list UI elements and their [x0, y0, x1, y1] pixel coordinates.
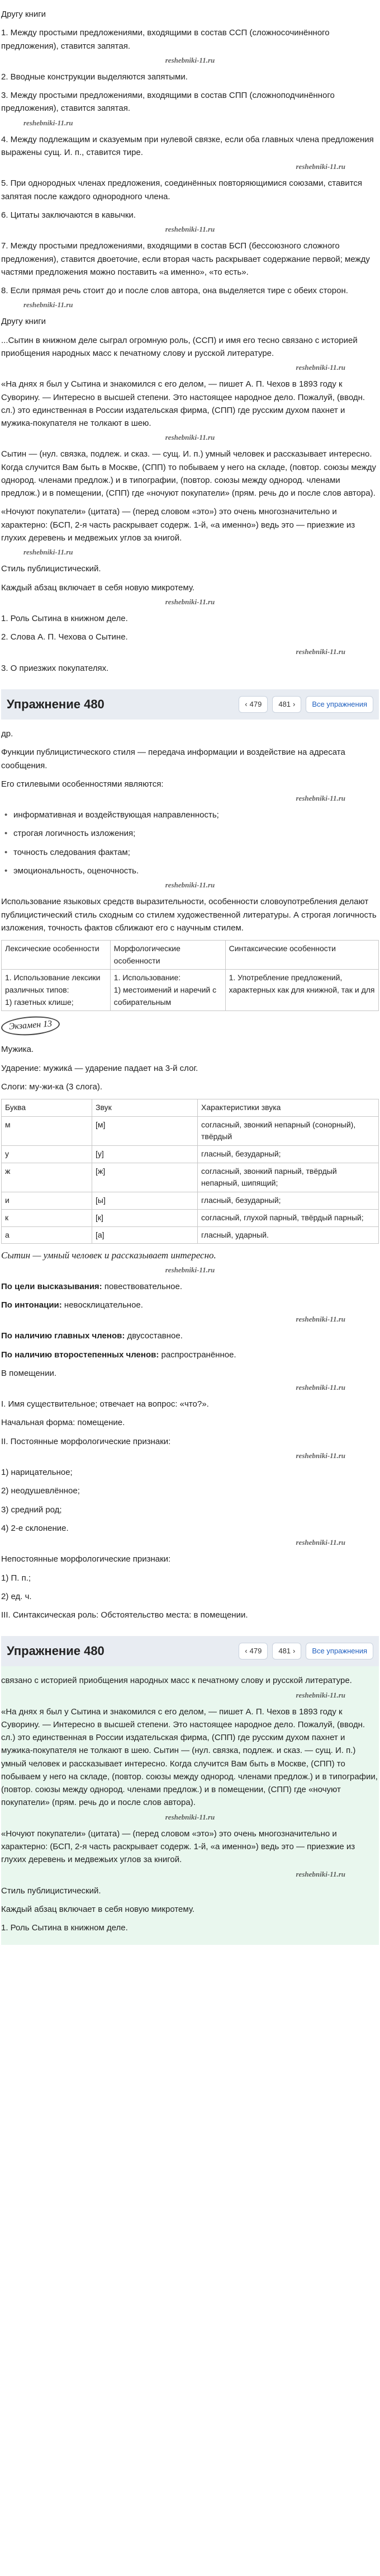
table-header-cell: Лексические особенности: [2, 941, 111, 970]
paragraph: Использование языковых средств выразительности, особенности словоупотребления делают публицистический стиль сходным со стилем художественной литературы. А строгая логичность изложения, точность фактов сближают его с научным стилем.: [1, 897, 377, 933]
next-exercise-button[interactable]: [272, 1643, 301, 1660]
table-cell: [м]: [92, 1116, 198, 1145]
watermark: reshebniki-11.ru: [165, 225, 215, 234]
table-cell: согласный, звонкий непарный (сонорный), твёрдый: [198, 1116, 379, 1145]
list-item: • точность следования фактам;: [1, 846, 379, 859]
paragraph: 6. Цитаты заключаются в кавычки.: [1, 210, 136, 220]
table-cell: ж: [2, 1163, 92, 1192]
paragraph: 3. О приезжих покупателях.: [1, 663, 109, 673]
list-item: • строгая логичность изложения;: [1, 827, 379, 840]
paragraph: «На днях я был у Сытина и знакомился с его делом, — пишет А. П. Чехов в 1893 году к Суворину. — Интересно в высшей степени. Это настоящее народное дело. Пожалуй, (вводн. сл.) это единственная в России издательская фирма, (СПП) где русским духом пахнет и мужика-покупателя не толкают в шею.: [1, 379, 365, 429]
paragraph: III. Синтаксическая роль: Обстоятельство места: в помещении.: [1, 1610, 248, 1620]
watermark: reshebniki-11.ru: [23, 118, 73, 127]
all-exercises-button[interactable]: Все упражнения: [306, 1643, 373, 1660]
analysis-label: По наличию главных членов:: [1, 1331, 125, 1341]
watermark: reshebniki-11.ru: [165, 433, 215, 442]
watermark: reshebniki-11.ru: [296, 1315, 345, 1324]
paragraph: Стиль публицистический.: [1, 564, 101, 574]
analysis-line: [1, 1299, 379, 1311]
prev-exercise-label: 479: [249, 699, 262, 708]
watermark: reshebniki-11.ru: [296, 1451, 345, 1460]
exercise-header: [1, 1636, 379, 1666]
paragraph: связано с историей приобщения народных масс к печатному слову и русской литературе.: [1, 1676, 352, 1686]
table-cell: гласный, безударный;: [198, 1146, 379, 1163]
table-cell: а: [2, 1226, 92, 1244]
analysis-value: распространённое.: [159, 1350, 236, 1360]
paragraph: Непостоянные морфологические признаки:: [1, 1554, 171, 1564]
chevron-left-icon: ‹: [245, 699, 248, 708]
analysis-line: [1, 1329, 379, 1342]
table-row: [2, 1116, 379, 1145]
paragraph: 2. Слова А. П. Чехова о Сытине.: [1, 632, 128, 642]
paragraph: 1. Роль Сытина в книжном деле.: [1, 1923, 128, 1933]
analysis-label: По интонации:: [1, 1300, 62, 1310]
paragraph: Функции публицистического стиля — передача информации и воздействие на адресата сообщения.: [1, 748, 345, 770]
exercise-nav: [239, 696, 373, 713]
table-header-cell: Характеристики звука: [198, 1099, 379, 1117]
table-cell: согласный, глухой парный, твёрдый парный;: [198, 1209, 379, 1226]
paragraph: 2. Вводные конструкции выделяются запятыми.: [1, 72, 188, 82]
prev-exercise-button[interactable]: [239, 696, 268, 713]
analysis-value: двусоставное.: [125, 1331, 183, 1341]
table-cell: гласный, ударный.: [198, 1226, 379, 1244]
list-item: • информативная и воздействующая направленность;: [1, 808, 379, 821]
phonetic-table: [1, 1099, 379, 1244]
analysis-line: [1, 1348, 379, 1361]
paragraph: Сытин — (нул. связка, подлеж. и сказ. — сущ. И. п.) умный человек и рассказывает интересно. Когда случится Вам быть в Москве, (СПП) то побываем у него на складе, (повтор. союзы между однород. членами предлож.) и в типографии, (повтор. союзы между однород. членами предлож.) и в помещении, (СПП) где «ночуют покупатели» (прям. речь до и после слов автора).: [1, 449, 377, 499]
paragraph: 8. Если прямая речь стоит до и после слов автора, она выделяется тире с обеих сторон.: [1, 286, 348, 296]
table-cell: [а]: [92, 1226, 198, 1244]
analysis-line: [1, 1280, 379, 1293]
table-cell: м: [2, 1116, 92, 1145]
paragraph: I. Имя существительное; отвечает на вопрос: «что?».: [1, 1399, 209, 1409]
paragraph: 4. Между подлежащим и сказуемым при нулевой связке, если оба главных члена предложения выражены сущ. И. п., ставится тире.: [1, 134, 374, 158]
watermark: reshebniki-11.ru: [296, 1383, 345, 1392]
table-cell: [ы]: [92, 1192, 198, 1210]
watermark: reshebniki-11.ru: [296, 1869, 345, 1878]
paragraph: «Ночуют покупатели» (цитата) — (перед словом «это») это очень многозначительно и характерно: (БСП, 2-я часть раскрывает содерж. 1-й, «а именно») ведь это — приезжие из глухих деревень и медвежьих углов за книгой.: [1, 1828, 355, 1865]
paragraph: 5. При однородных членах предложения, соединённых повторяющимися союзами, ставится запятая после каждого однородного члена.: [1, 178, 363, 201]
next-exercise-button[interactable]: [272, 696, 301, 713]
exam-stamp: Экзамен 13: [1, 1015, 60, 1037]
paragraph: Другу книги: [1, 317, 46, 327]
table-cell: [у]: [92, 1146, 198, 1163]
table-cell: 1. Употребление предложений, характерных как для книжной, так и для: [225, 970, 378, 1011]
watermark: reshebniki-11.ru: [296, 162, 345, 171]
answer-part-3: [1, 1666, 379, 1944]
paragraph: Ударение: мужика́ — ударение падает на 3-й слог.: [1, 1063, 198, 1073]
chevron-right-icon: ›: [293, 699, 296, 708]
paragraph: Его стилевыми особенностями являются:: [1, 779, 164, 789]
exercise-nav: [239, 1643, 373, 1660]
analysis-label: По цели высказывания:: [1, 1281, 102, 1291]
table-cell: гласный, безударный;: [198, 1192, 379, 1210]
watermark: reshebniki-11.ru: [165, 1265, 215, 1274]
paragraph: Начальная форма: помещение.: [1, 1418, 125, 1428]
features-table: [1, 940, 379, 1011]
table-cell: 1. Использование лексики различных типов: 1) газетных клише;: [2, 970, 111, 1011]
list-item: • эмоциональность, оценочность.: [1, 864, 379, 877]
paragraph: 1. Между простыми предложениями, входящими в состав ССП (сложносочинённого предложения), ставится запятая.: [1, 28, 330, 51]
table-row: [2, 941, 379, 970]
table-header-cell: Звук: [92, 1099, 198, 1117]
exercise-title: Упражнение 480: [7, 1644, 104, 1658]
paragraph: Стиль публицистический.: [1, 1886, 101, 1896]
analysis-value: повествовательное.: [102, 1281, 183, 1291]
paragraph: 1) нарицательное;: [1, 1468, 73, 1478]
paragraph: 7. Между простыми предложениями, входящими в состав БСП (бессоюзного сложного предложения), ставится двоеточие, если вторая часть раскрывает содержание первой; между частями предложения можно поставить «а именно», «то есть».: [1, 241, 370, 277]
prev-exercise-button[interactable]: [239, 1643, 268, 1660]
watermark: reshebniki-11.ru: [23, 548, 73, 557]
watermark: reshebniki-11.ru: [23, 300, 73, 309]
watermark: reshebniki-11.ru: [296, 794, 345, 802]
table-cell: согласный, звонкий парный, твёрдый непарный, шипящий;: [198, 1163, 379, 1192]
table-cell: [к]: [92, 1209, 198, 1226]
watermark: reshebniki-11.ru: [296, 363, 345, 372]
table-row: [2, 1099, 379, 1117]
analysis-value: невосклицательное.: [61, 1300, 143, 1310]
table-header-cell: Морфологические особенности: [110, 941, 225, 970]
paragraph: Каждый абзац включает в себя новую микротему.: [1, 582, 195, 593]
watermark: reshebniki-11.ru: [165, 597, 215, 606]
watermark: reshebniki-11.ru: [296, 1538, 345, 1547]
paragraph: 4) 2-е склонение.: [1, 1523, 69, 1533]
table-row: [2, 1163, 379, 1192]
chevron-left-icon: ‹: [245, 1647, 248, 1656]
table-cell: к: [2, 1209, 92, 1226]
paragraph: др.: [1, 729, 13, 739]
answer-part-1: [1, 0, 379, 685]
table-row: [2, 1146, 379, 1163]
watermark: reshebniki-11.ru: [165, 1812, 215, 1821]
analysis-label: По наличию второстепенных членов:: [1, 1350, 159, 1360]
answer-part-2: [1, 720, 379, 1632]
next-exercise-label: 481: [278, 1647, 291, 1656]
watermark: reshebniki-11.ru: [296, 647, 345, 656]
paragraph: 1) П. п.;: [1, 1573, 31, 1583]
table-row: [2, 1192, 379, 1210]
paragraph: 3) средний род;: [1, 1505, 62, 1515]
table-cell: 1. Использование: 1) местоимений и наречий с собирательным: [110, 970, 225, 1011]
paragraph: ...Сытин в книжном деле сыграл огромную роль, (ССП) и имя его тесно связано с историей приобщения народных масс к печатному слову и русской литературе.: [1, 335, 358, 358]
paragraph: «На днях я был у Сытина и знакомился с его делом, — пишет А. П. Чехов в 1893 году к Суворину. — Интересно в высшей степени. Это настоящее народное дело. Пожалуй, (вводн. сл.) это единственная в России издательская фирма, (СПП) где русским духом пахнет и мужика-покупателя не толкают в шею. Сытин — (нул. связка, подлеж. и сказ. — сущ. И. п.) умный человек и рассказывает интересно. Когда случится Вам быть в Москве, (СПП) то побываем у него на складе, (повтор. союзы между однород. членами предлож.) и в типографии, (повтор. союзы между однород. членами предлож.) и в помещении, (СПП) где «ночуют покупатели» (прям. речь до и после слов автора).: [1, 1707, 378, 1808]
exercise-header: [1, 689, 379, 720]
paragraph: В помещении.: [1, 1368, 57, 1378]
watermark: reshebniki-11.ru: [165, 881, 215, 890]
table-header-cell: Синтаксические особенности: [225, 941, 378, 970]
paragraph: «Ночуют покупатели» (цитата) — (перед словом «это») это очень многозначительно и характерно: (БСП, 2-я часть раскрывает содерж. 1-й, «а именно») ведь это — приезжие из глухих деревень и медвежьих углов за книгой.: [1, 507, 355, 543]
watermark: reshebniki-11.ru: [165, 55, 215, 64]
table-row: [2, 1226, 379, 1244]
paragraph: 1. Роль Сытина в книжном деле.: [1, 614, 128, 624]
table-row: [2, 1209, 379, 1226]
paragraph: 3. Между простыми предложениями, входящими в состав СПП (сложноподчинённого предложения), ставится запятая.: [1, 91, 335, 114]
paragraph: Каждый абзац включает в себя новую микротему.: [1, 1905, 195, 1915]
next-exercise-label: 481: [278, 699, 291, 708]
watermark: reshebniki-11.ru: [296, 1690, 345, 1699]
paragraph: 2) ед. ч.: [1, 1591, 32, 1601]
table-cell: и: [2, 1192, 92, 1210]
table-cell: [ж]: [92, 1163, 198, 1192]
handwritten-sentence: Сытин — умный человек и рассказывает интересно.: [1, 1250, 216, 1261]
table-header-cell: Буква: [2, 1099, 92, 1117]
features-list: [1, 808, 379, 877]
paragraph: Слоги: му-жи-ка (3 слога).: [1, 1082, 102, 1092]
paragraph: 2) неодушевлённое;: [1, 1486, 80, 1496]
table-cell: у: [2, 1146, 92, 1163]
table-row: [2, 970, 379, 1011]
prev-exercise-label: 479: [249, 1647, 262, 1656]
chevron-right-icon: ›: [293, 1647, 296, 1656]
paragraph: II. Постоянные морфологические признаки:: [1, 1436, 171, 1446]
exercise-title: Упражнение 480: [7, 697, 104, 711]
all-exercises-button[interactable]: Все упражнения: [306, 696, 373, 713]
paragraph: Мужика.: [1, 1045, 34, 1055]
paragraph: Другу книги: [1, 10, 46, 19]
